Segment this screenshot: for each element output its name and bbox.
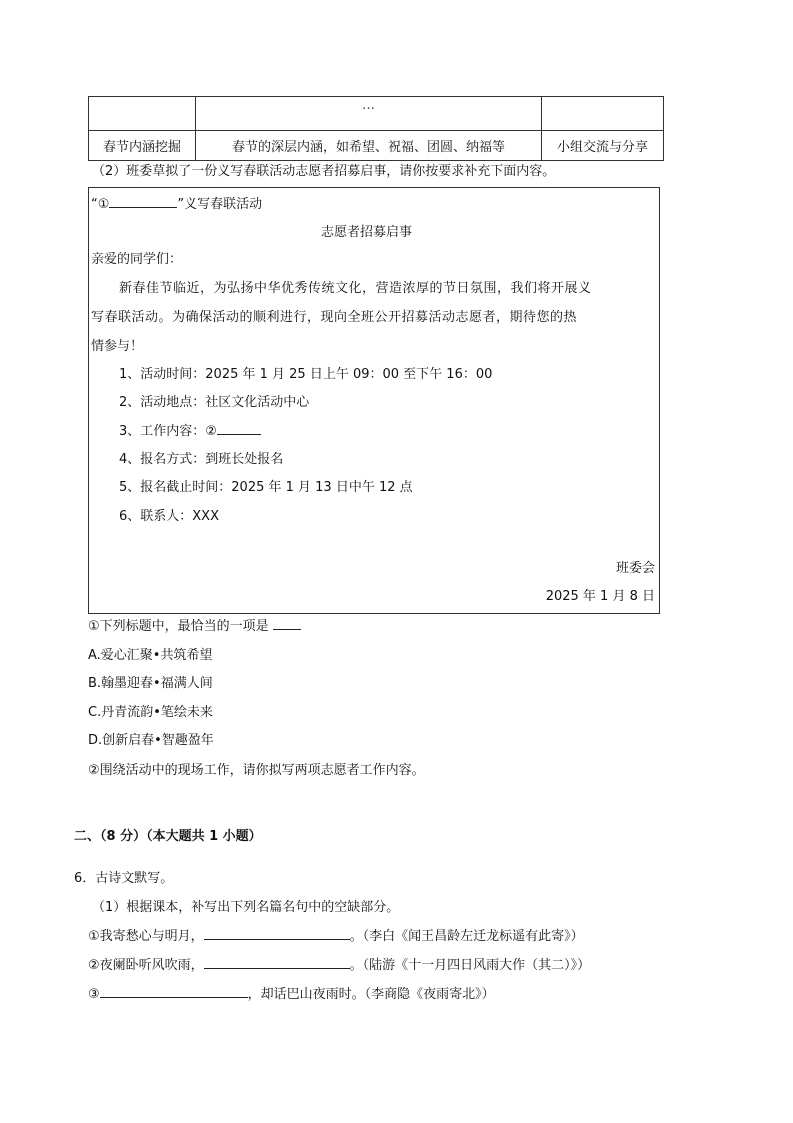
option-b[interactable]: B.翰墨迎春•福满人间 [88, 676, 213, 691]
poem-line-3 [88, 983, 495, 1002]
poem-line-suffix: 。（陆游《十一月四日风雨大作（其二）》） [349, 958, 591, 973]
option-a[interactable]: A.爱心汇聚•共筑希望 [88, 648, 213, 663]
notice-title-line [91, 193, 262, 212]
notice-date: 2025 年 1 月 8 日 [545, 589, 655, 604]
notice-heading: 志愿者招募启事 [321, 225, 413, 240]
notice-paragraph-line: 新春佳节临近，为弘扬中华优秀传统文化，营造浓厚的节日氛围，我们将开展义 [119, 281, 592, 296]
notice-greeting: 亲爱的同学们： [91, 252, 183, 267]
table-row [89, 131, 664, 161]
poem-line-prefix: ①我寄愁心与明月， [88, 929, 204, 944]
table-cell-ellipsis: … [196, 97, 542, 131]
sub-question-1 [88, 615, 301, 634]
poem-line-prefix: ②夜阑卧听风吹雨， [88, 958, 204, 973]
table-cell: 春节的深层内涵，如希望、祝福、团圆、纳福等 [196, 131, 542, 161]
poem-blank-2[interactable] [204, 956, 350, 969]
option-c[interactable]: C.丹青流韵•笔绘未来 [88, 705, 213, 720]
notice-title-suffix: ”义写春联活动 [177, 197, 263, 212]
notice-item: 4、报名方式：到班长处报名 [119, 452, 284, 467]
sub-question-2: ②围绕活动中的现场工作，请你拟写两项志愿者工作内容。 [88, 763, 425, 778]
answer-blank[interactable] [273, 617, 301, 630]
poem-line-1 [88, 925, 584, 944]
notice-title-prefix: “① [91, 197, 110, 212]
notice-signer: 班委会 [615, 561, 655, 576]
notice-item-work [119, 420, 261, 439]
question-2-intro: （2）班委草拟了一份义写春联活动志愿者招募启事，请你按要求补充下面内容。 [92, 164, 556, 179]
poem-line-prefix: ③ [88, 987, 100, 1002]
poem-line-suffix: ，却话巴山夜雨时。（李商隐《夜雨寄北》） [247, 987, 495, 1002]
poem-line-2 [88, 954, 590, 973]
notice-item-label: 3、工作内容：② [119, 424, 217, 439]
sub-question-1-text: ①下列标题中，最恰当的一项是 [88, 619, 269, 634]
table-cell [89, 97, 196, 131]
poem-blank-1[interactable] [204, 927, 350, 940]
table-cell: 小组交流与分享 [542, 131, 664, 161]
notice-item: 6、联系人：XXX [119, 509, 219, 524]
activity-table [88, 96, 664, 161]
work-content-blank[interactable] [217, 422, 261, 435]
question-6-title: 6．古诗文默写。 [74, 871, 174, 886]
table-cell: 春节内涵挖掘 [89, 131, 196, 161]
question-6-sub1: （1）根据课本，补写出下列名篇名句中的空缺部分。 [92, 900, 400, 915]
notice-item: 2、活动地点：社区文化活动中心 [119, 395, 310, 410]
notice-item: 5、报名截止时间：2025 年 1 月 13 日中午 12 点 [119, 480, 413, 495]
title-blank[interactable] [109, 195, 177, 208]
option-d[interactable]: D.创新启春•智趣盈年 [88, 733, 214, 748]
notice-paragraph-line: 情参与！ [91, 339, 144, 354]
section-heading: 二、（8 分）（本大题共 1 小题） [74, 829, 262, 844]
notice-item: 1、活动时间：2025 年 1 月 25 日上午 09：00 至下午 16：00 [119, 367, 493, 382]
notice-paragraph-line: 写春联活动。为确保活动的顺利进行，现向全班公开招募活动志愿者，期待您的热 [91, 310, 578, 325]
table-row [89, 97, 664, 131]
table-cell [542, 97, 664, 131]
recruitment-notice [88, 187, 660, 614]
poem-blank-3[interactable] [100, 985, 248, 998]
poem-line-suffix: 。（李白《闻王昌龄左迁龙标遥有此寄》） [349, 929, 584, 944]
